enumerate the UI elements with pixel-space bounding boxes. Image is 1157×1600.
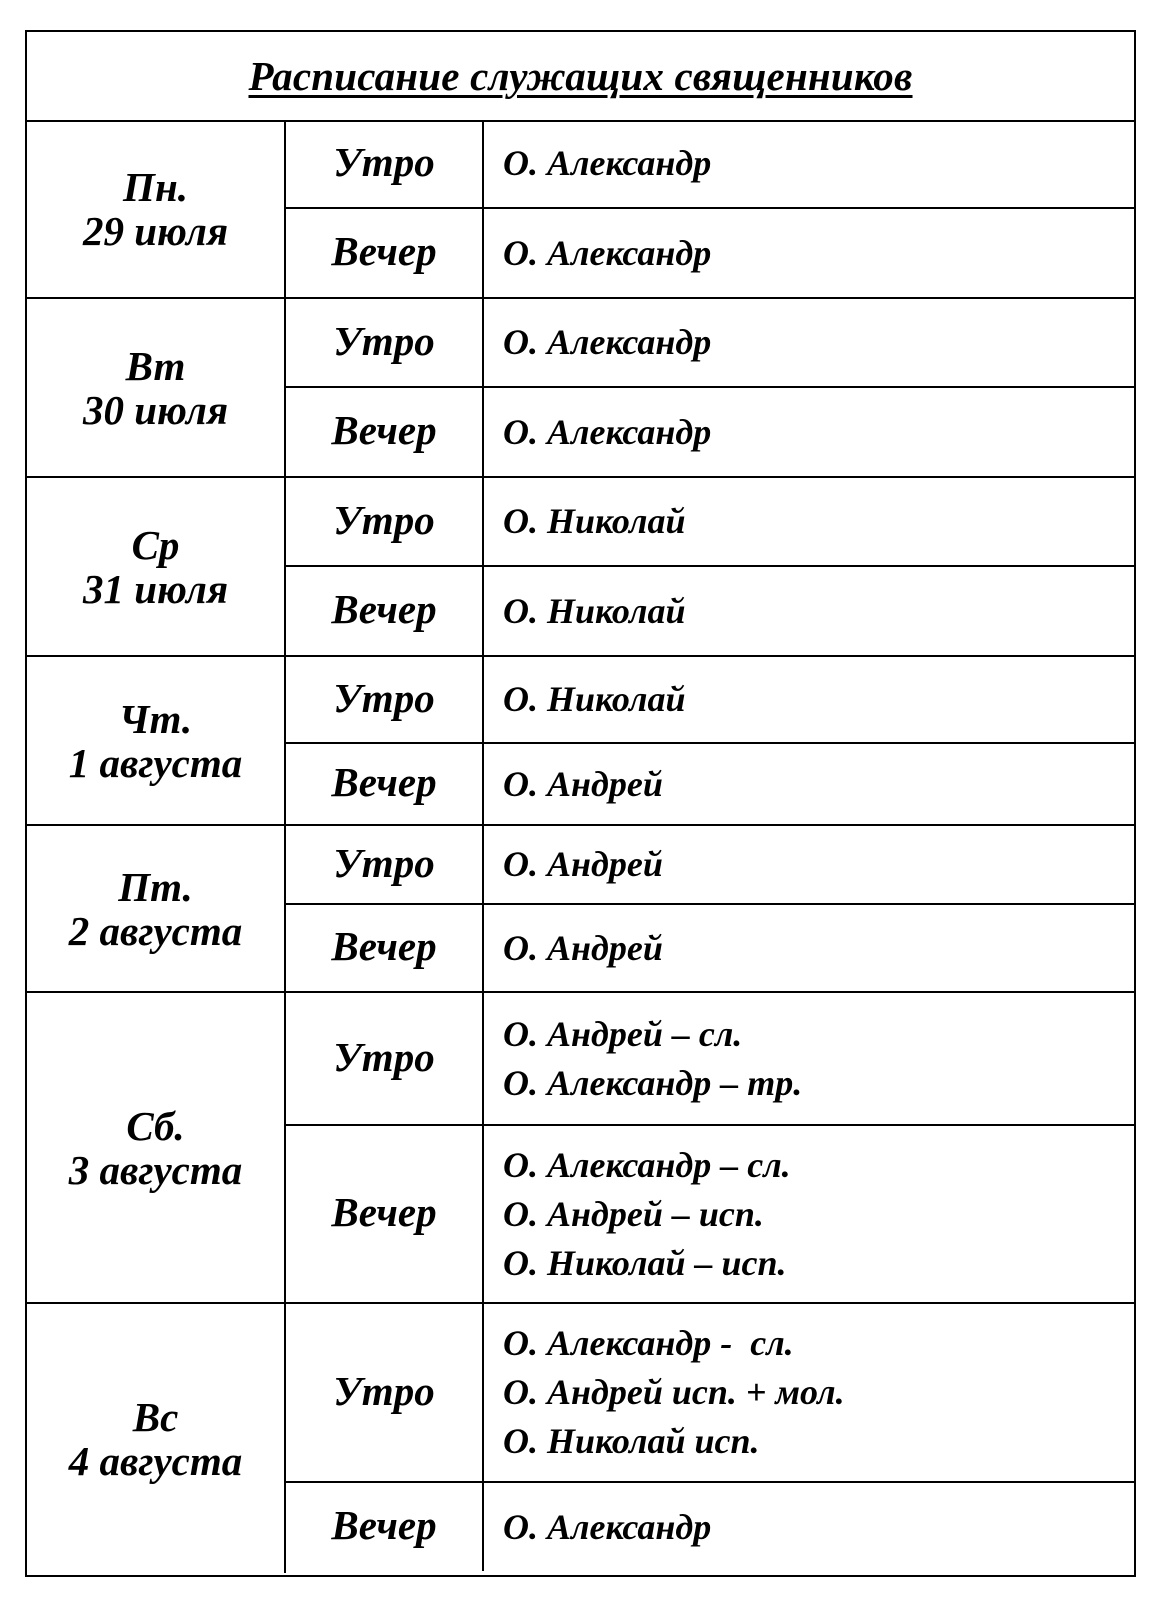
priest-list: [503, 299, 1134, 386]
evening-label: Вечер: [331, 228, 437, 274]
period-label: [286, 905, 484, 991]
date: 4 августа: [68, 1437, 243, 1484]
morning-slot: [286, 478, 1134, 567]
evening-slot: [286, 388, 1134, 476]
morning-label: Утро: [333, 1367, 435, 1414]
priest-list: [503, 826, 1134, 903]
period-label: [286, 993, 484, 1124]
period-label: [286, 826, 484, 903]
page-title: Расписание служащих священников: [248, 53, 913, 99]
day-row: [27, 993, 1134, 1304]
weekday: Вс: [132, 1393, 179, 1440]
period-label: [286, 1304, 484, 1481]
priest-list: [503, 478, 1134, 565]
day-row: [27, 299, 1134, 478]
period-label: [286, 657, 484, 742]
evening-slot: [286, 1126, 1134, 1302]
priest-list: [503, 1483, 1134, 1571]
day-row: [27, 826, 1134, 993]
evening-slot: [286, 905, 1134, 991]
date: 3 августа: [68, 1146, 243, 1193]
priest-line: О. Андрей исп. + мол.: [503, 1372, 845, 1412]
date: 1 августа: [68, 739, 243, 786]
priest-line: О. Александр: [503, 232, 712, 273]
priest-list: [503, 567, 1134, 655]
date: 31 июля: [82, 565, 229, 612]
priest-line: О. Николай: [503, 501, 686, 541]
morning-label: Утро: [333, 138, 435, 185]
day-row: [27, 478, 1134, 657]
priest-list: [503, 744, 1134, 824]
priest-line: О. Александр: [503, 143, 712, 183]
period-label: [286, 1126, 484, 1302]
priest-list: [503, 657, 1134, 742]
priest-list: [503, 388, 1134, 476]
priest-line: О. Андрей – исп.: [503, 1193, 764, 1234]
priest-list: [503, 1304, 1134, 1481]
evening-label: Вечер: [331, 407, 437, 453]
priest-line: О. Александр: [503, 322, 712, 362]
evening-label: Вечер: [331, 759, 437, 805]
weekday: Ср: [131, 521, 180, 568]
day-row: [27, 657, 1134, 826]
morning-label: Утро: [333, 496, 435, 543]
priest-line: О. Николай – исп.: [503, 1242, 787, 1283]
priest-line: О. Андрей – сл.: [503, 1013, 743, 1054]
period-label: [286, 744, 484, 824]
period-label: [286, 1483, 484, 1571]
priest-line: О. Андрей: [503, 763, 663, 804]
priest-line: О. Александр: [503, 411, 712, 452]
weekday: Пн.: [123, 163, 188, 210]
evening-label: Вечер: [331, 923, 437, 969]
evening-slot: [286, 744, 1134, 824]
priest-line: О. Николай: [503, 590, 686, 631]
title-row: [27, 32, 1134, 122]
day-label: [27, 657, 286, 824]
priest-line: О. Андрей: [503, 844, 663, 884]
priest-line: О. Александр: [503, 1506, 712, 1547]
day-row: [27, 120, 1134, 299]
period-label: [286, 388, 484, 476]
evening-label: Вечер: [331, 1502, 437, 1548]
priest-list: [503, 993, 1134, 1124]
weekday: Пт.: [118, 863, 193, 910]
period-label: [286, 478, 484, 565]
weekday: Сб.: [126, 1102, 185, 1149]
priest-line: О. Николай: [503, 679, 686, 719]
morning-label: Утро: [333, 317, 435, 364]
period-label: [286, 120, 484, 207]
priest-list: [503, 209, 1134, 297]
morning-slot: [286, 120, 1134, 209]
morning-slot: [286, 299, 1134, 388]
priest-line: О. Андрей: [503, 927, 663, 968]
morning-label: Утро: [333, 839, 435, 886]
morning-label: Утро: [333, 674, 435, 721]
day-label: [27, 120, 286, 297]
date: 29 июля: [82, 207, 229, 254]
day-label: [27, 1304, 286, 1573]
schedule-table: [25, 30, 1136, 1577]
day-label: [27, 826, 286, 991]
period-label: [286, 299, 484, 386]
priest-list: [503, 1126, 1134, 1302]
period-label: [286, 209, 484, 297]
morning-slot: [286, 657, 1134, 744]
day-label: [27, 993, 286, 1302]
evening-label: Вечер: [331, 1189, 437, 1235]
date: 30 июля: [82, 386, 229, 433]
evening-slot: [286, 209, 1134, 297]
evening-slot: [286, 567, 1134, 655]
priest-line: О. Николай исп.: [503, 1421, 760, 1461]
morning-label: Утро: [333, 1033, 435, 1080]
priest-list: [503, 120, 1134, 207]
day-label: [27, 299, 286, 476]
evening-slot: [286, 1483, 1134, 1571]
date: 2 августа: [68, 907, 243, 954]
priest-line: О. Александр – сл.: [503, 1144, 791, 1185]
morning-slot: [286, 993, 1134, 1126]
priest-list: [503, 905, 1134, 991]
weekday: Вт: [125, 342, 186, 389]
evening-label: Вечер: [331, 586, 437, 632]
period-label: [286, 567, 484, 655]
morning-slot: [286, 1304, 1134, 1483]
day-label: [27, 478, 286, 655]
day-row: [27, 1304, 1134, 1573]
weekday: Чт.: [118, 695, 193, 742]
priest-line: О. Александр – тр.: [503, 1062, 803, 1103]
priest-line: О. Александр - сл.: [503, 1323, 794, 1363]
morning-slot: [286, 826, 1134, 905]
